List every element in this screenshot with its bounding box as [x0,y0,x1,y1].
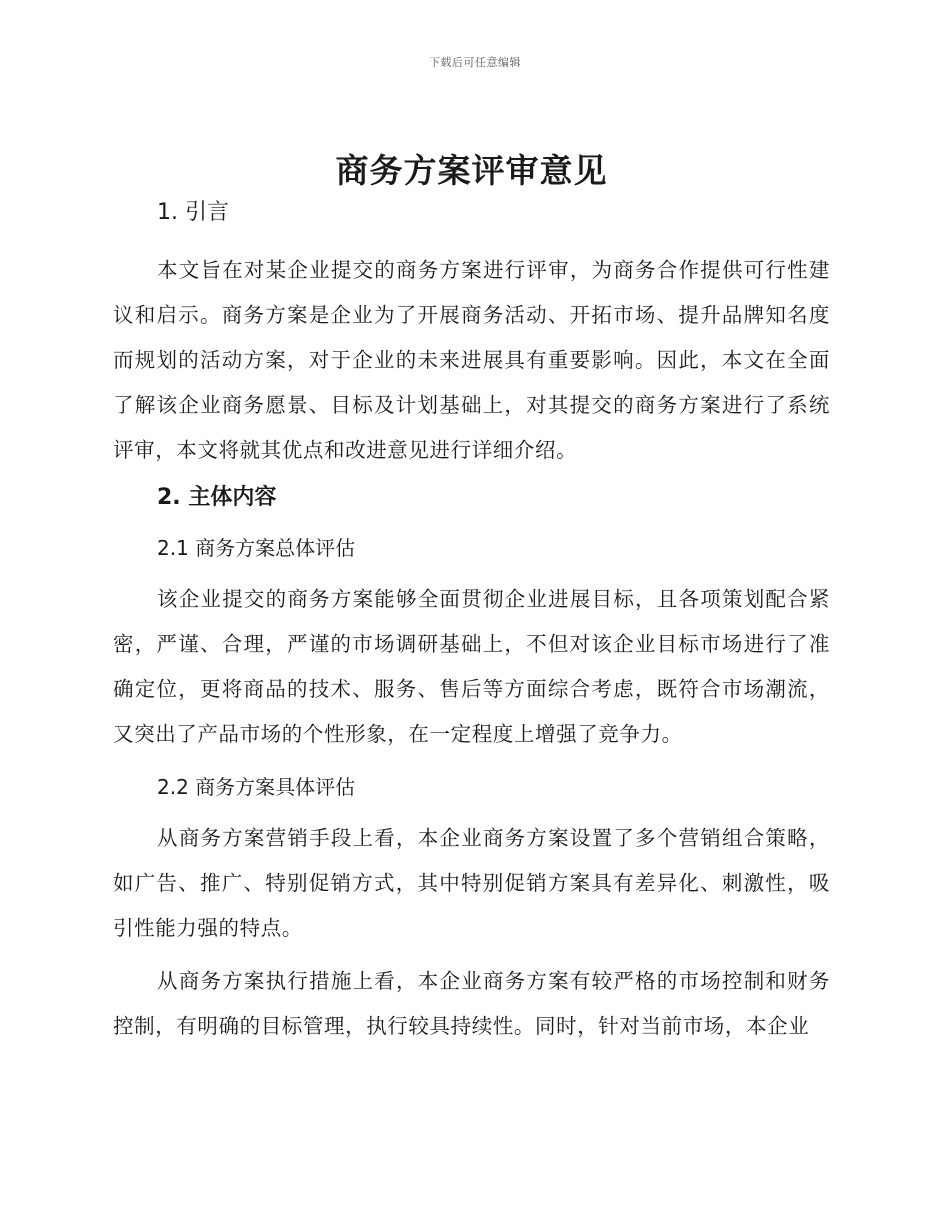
section-heading-main: 2. 主体内容 [157,485,277,510]
subsection-heading-specific: 2.2 商务方案具体评估 [157,775,356,799]
section-heading-intro: 1. 引言 [157,200,229,225]
header-note: 下载后可任意编辑 [429,56,521,69]
document-title: 商务方案评审意见 [335,151,608,190]
document-body [113,146,830,1059]
paragraph-execution: 从商务方案执行措施上看，本企业商务方案有较严格的市场控制和财务控制，有明确的目标管理，执行较具持续性。同时，针对当前市场，本企业 [113,969,830,1038]
subsection-heading-overall: 2.1 商务方案总体评估 [157,536,356,560]
paragraph-marketing: 从商务方案营销手段上看，本企业商务方案设置了多个营销组合策略，如广告、推广、特别促销方式，其中特别促销方案具有差异化、刺激性，吸引性能力强的特点。 [113,826,830,940]
paragraph-intro: 本文旨在对某企业提交的商务方案进行评审，为商务合作提供可行性建议和启示。商务方案是企业为了开展商务活动、开拓市场、提升品牌知名度而规划的活动方案，对于企业的未来进展具有重要影响。因此，本文在全面了解该企业商务愿景、目标及计划基础上，对其提交的商务方案进行了系统评审，本文将就其优点和改进意见进行详细介绍。 [113,258,830,462]
paragraph-overall: 该企业提交的商务方案能够全面贯彻企业进展目标，且各项策划配合紧密，严谨、合理，严谨的市场调研基础上，不但对该企业目标市场进行了准确定位，更将商品的技术、服务、售后等方面综合考虑，既符合市场潮流，又突出了产品市场的个性形象，在一定程度上增强了竞争力。 [113,587,830,746]
